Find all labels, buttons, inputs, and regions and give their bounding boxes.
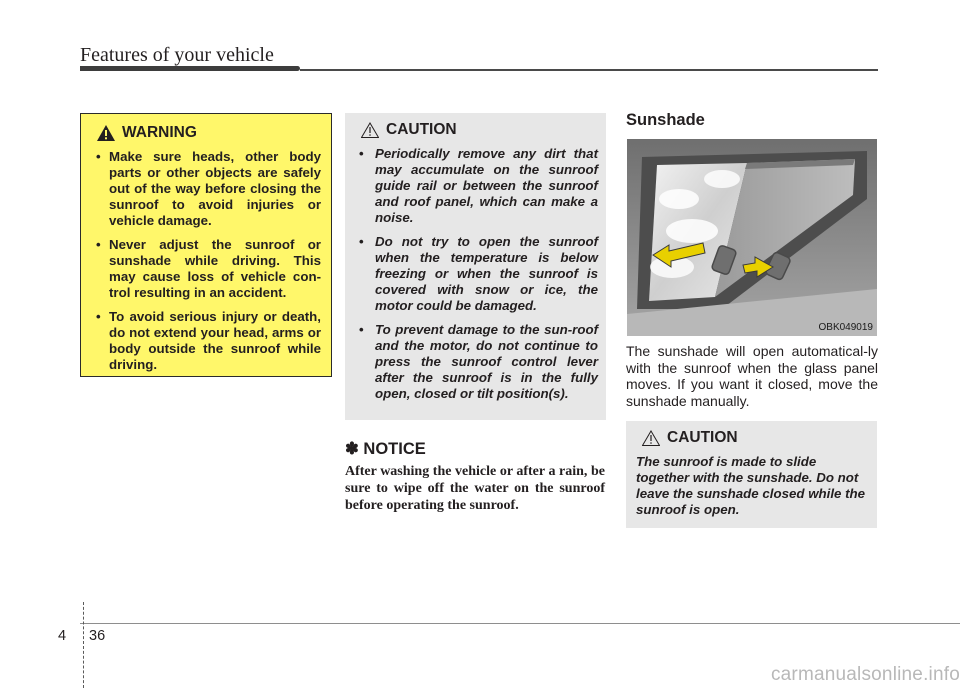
figure-code: OBK049019 [818, 322, 873, 333]
notice-text: After washing the vehicle or after a rain, be sure to wipe off the water on the sunroof before operating the sunroof. [345, 464, 605, 513]
caution-triangle-icon [361, 122, 379, 138]
header-accent-bar [80, 66, 300, 71]
sunroof-illustration [627, 139, 877, 336]
caution-box-sunroof [345, 113, 606, 420]
sunroof-drawing [627, 139, 877, 336]
warning-box [80, 113, 332, 377]
caution-list [355, 146, 598, 402]
caution-heading [361, 121, 598, 139]
caution-text: The sunroof is made to slide together with the sunshade. Do not leave the sunshade closed while the sunroof is open. [636, 454, 866, 517]
caution-box-sunshade [626, 421, 877, 528]
caution-triangle-icon [642, 430, 660, 446]
caution-title: CAUTION [386, 121, 457, 138]
caution-heading [642, 429, 869, 447]
footer-divider [83, 602, 84, 688]
header-rule [300, 69, 878, 71]
warning-triangle-icon [97, 125, 115, 141]
section-title-sunshade: Sunshade [626, 111, 705, 129]
caution-item: • Periodically remove any dirt that may accumulate on the sunroof guide rail or between the sunroof and roof panel, which can make a noise. [355, 146, 598, 226]
warning-list [91, 149, 321, 373]
warning-item: • Never adjust the sunroof or sunshade while driving. This may cause loss of vehicle con-trol resulting in an accident. [91, 237, 321, 301]
caution-item: • Do not try to open the sunroof when the temperature is below freezing or when the sunroof is covered with snow or ice, the motor could be damaged. [355, 234, 598, 314]
footer-rule [80, 623, 960, 624]
caution-title: CAUTION [667, 429, 738, 446]
warning-item: • Make sure heads, other body parts or other objects are safely out of the way before closing the sunroof to avoid injuries or vehicle damage. [91, 149, 321, 229]
page-header-title: Features of your vehicle [80, 44, 274, 66]
notice-title: ✽ NOTICE [345, 440, 426, 458]
warning-title: WARNING [122, 124, 197, 141]
warning-item: • To avoid serious injury or death, do not extend your head, arms or body outside the sunroof while driving. [91, 309, 321, 373]
caution-item: • To prevent damage to the sun-roof and the motor, do not continue to press the sunroof control lever after the sunroof is in the fully open, closed or tilt position(s). [355, 322, 598, 402]
chapter-number: 4 [58, 628, 67, 644]
sunshade-body-text: The sunshade will open automatical-ly with the sunroof when the glass panel moves. If you want it closed, move the sunshade manually. [626, 343, 878, 409]
watermark: carmanualsonline.info [770, 664, 960, 685]
warning-heading [97, 124, 321, 142]
page-number: 36 [89, 628, 106, 644]
